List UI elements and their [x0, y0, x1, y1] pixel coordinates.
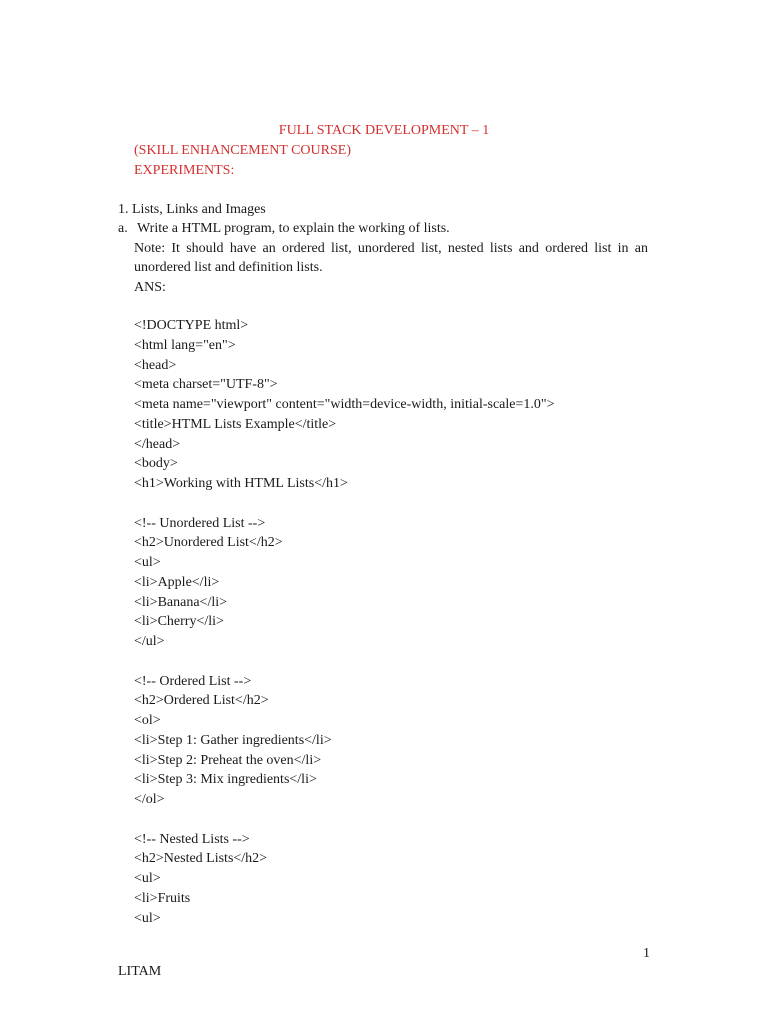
- footer-label: LITAM: [118, 964, 162, 979]
- code-line: <!-- Ordered List -->: [134, 673, 252, 689]
- note-line-2: unordered list and definition lists.: [134, 260, 323, 275]
- code-line: <li>Fruits: [134, 890, 191, 906]
- code-line: <h1>Working with HTML Lists</h1>: [134, 476, 348, 491]
- code-line: <head>: [134, 357, 177, 373]
- code-line: <body>: [134, 456, 178, 472]
- code-line: <li>Step 2: Preheat the oven</li>: [134, 752, 322, 768]
- code-line: <ul>: [134, 871, 161, 886]
- code-line: </ul>: [134, 634, 165, 649]
- code-line: <h2>Nested Lists</h2>: [134, 851, 268, 867]
- note-line-1: Note: It should have an ordered list, unordered list, nested lists and ordered list in an: [134, 241, 648, 256]
- code-line-blank: [134, 810, 555, 830]
- task-marker: a.: [118, 221, 128, 236]
- code-line: <html lang="en">: [134, 337, 236, 353]
- code-line: <!-- Unordered List -->: [134, 515, 266, 531]
- code-line: <meta name="viewport" content="width=device-width, initial-scale=1.0">: [134, 397, 555, 412]
- code-line: </ol>: [134, 792, 165, 807]
- page-number: 1: [643, 946, 650, 961]
- code-line: <!DOCTYPE html>: [134, 318, 249, 333]
- code-line: <li>Step 1: Gather ingredients</li>: [134, 732, 332, 748]
- code-line: <title>HTML Lists Example</title>: [134, 416, 337, 432]
- course-subtitle: (SKILL ENHANCEMENT COURSE): [134, 143, 351, 158]
- code-line: <!-- Nested Lists -->: [134, 831, 250, 847]
- code-line: <ul>: [134, 910, 161, 926]
- section-heading: 1. Lists, Links and Images: [118, 202, 266, 217]
- code-line: <h2>Ordered List</h2>: [134, 693, 269, 709]
- document-title: FULL STACK DEVELOPMENT – 1: [278, 123, 490, 138]
- code-line: <meta charset="UTF-8">: [134, 377, 278, 393]
- code-line: <ul>: [134, 555, 161, 570]
- code-line: </head>: [134, 436, 181, 452]
- code-line: <h2>Unordered List</h2>: [134, 535, 283, 551]
- experiments-label: EXPERIMENTS:: [134, 163, 235, 178]
- answer-label: ANS:: [134, 280, 166, 295]
- code-line-blank: [134, 494, 555, 514]
- code-line: <li>Banana</li>: [134, 594, 228, 610]
- code-line: <ol>: [134, 713, 161, 728]
- code-line-blank: [134, 652, 555, 672]
- code-line: <li>Cherry</li>: [134, 614, 224, 630]
- code-line: <li>Apple</li>: [134, 574, 220, 590]
- code-listing: [134, 316, 555, 928]
- code-line: <li>Step 3: Mix ingredients</li>: [134, 772, 317, 788]
- task-text: Write a HTML program, to explain the working of lists.: [137, 221, 450, 236]
